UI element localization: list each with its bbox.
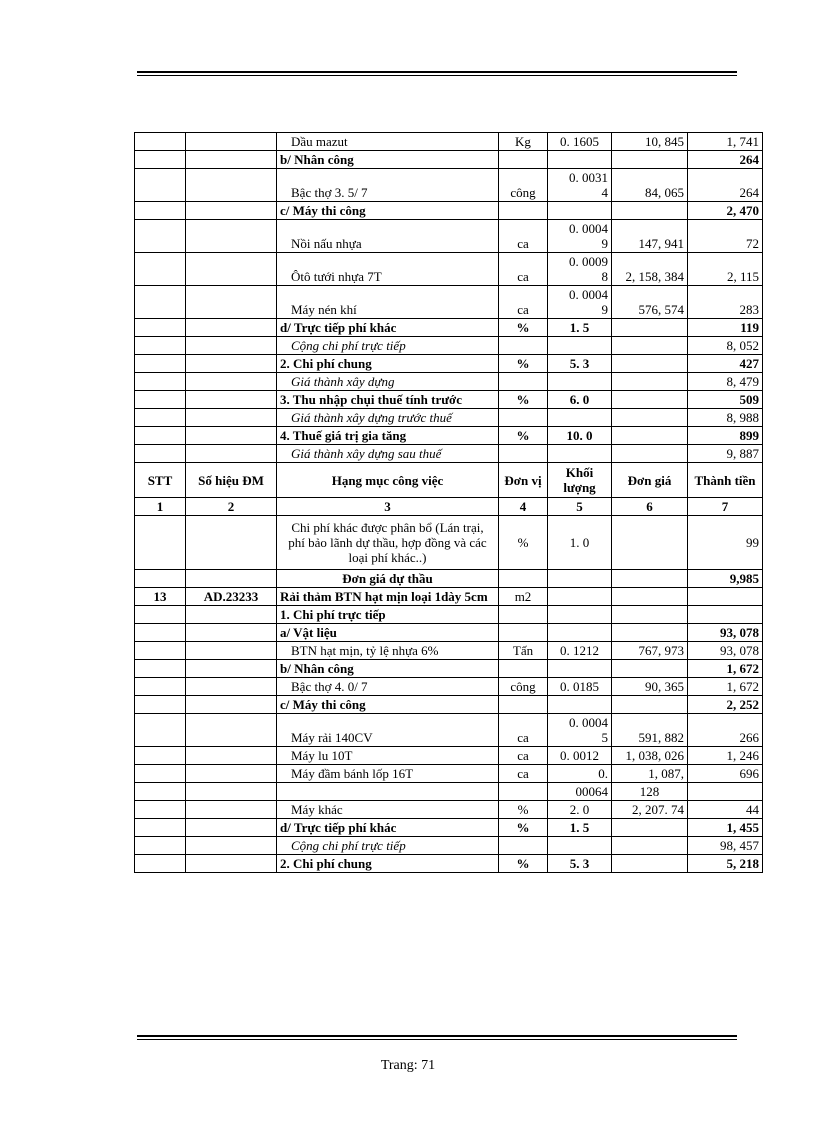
table-row: 1. Chi phí trực tiếp (135, 606, 763, 624)
col-header-unit: Đơn vị (499, 463, 548, 498)
table-row: d/ Trực tiếp phí khác % 1. 5 119 (135, 319, 763, 337)
table-row: Cộng chi phí trực tiếp 98, 457 (135, 837, 763, 855)
table-row: Chi phí khác được phân bổ (Lán trại, phí bảo lãnh dự thầu, hợp đồng và các loại phí khác..) % 1. 0 99 (135, 516, 763, 570)
table-row: Bậc thợ 3. 5/ 7 công 0. 00314 84, 065 264 (135, 169, 763, 202)
table-row: 3. Thu nhập chụi thuế tính trước % 6. 0 509 (135, 391, 763, 409)
col-header-code: Số hiệu ĐM (186, 463, 277, 498)
page-number: Trang: 71 (380, 1058, 436, 1073)
table-row: Giá thành xây dựng 8, 479 (135, 373, 763, 391)
col-header-price: Đơn giá (612, 463, 688, 498)
table-row: Cộng chi phí trực tiếp 8, 052 (135, 337, 763, 355)
header-rule-thin (137, 75, 737, 76)
table-row: 2. Chi phí chung % 5. 3 427 (135, 355, 763, 373)
table-row: BTN hạt mịn, tỷ lệ nhựa 6% Tấn 0. 1212 767, 973 93, 078 (135, 642, 763, 660)
col-header-stt: STT (135, 463, 186, 498)
header-rule (137, 71, 737, 73)
footer-rule (137, 1035, 737, 1037)
table-row: b/ Nhân công 264 (135, 151, 763, 169)
table-row: b/ Nhân công 1, 672 (135, 660, 763, 678)
table-row: 4. Thuế giá trị gia tăng % 10. 0 899 (135, 427, 763, 445)
table-row: Nồi nấu nhựa ca 0. 00049 147, 941 72 (135, 220, 763, 253)
table-row: Máy đầm bánh lốp 16T ca 0. 1, 087, 696 (135, 765, 763, 783)
table-row: Giá thành xây dựng sau thuế 9, 887 (135, 445, 763, 463)
table-row: c/ Máy thi công 2, 470 (135, 202, 763, 220)
table-row: Dầu mazut Kg 0. 1605 10, 845 1, 741 (135, 133, 763, 151)
col-header-amount: Thành tiền (688, 463, 763, 498)
table-row: Đơn giá dự thầu 9,985 (135, 570, 763, 588)
table-row: Máy khác % 2. 0 2, 207. 74 44 (135, 801, 763, 819)
column-number-row: 1 2 3 4 5 6 7 (135, 498, 763, 516)
cost-table (134, 132, 763, 873)
col-header-qty: Khối lượng (548, 463, 612, 498)
table-row: Bậc thợ 4. 0/ 7 công 0. 0185 90, 365 1, 672 (135, 678, 763, 696)
table-row: a/ Vật liệu 93, 078 (135, 624, 763, 642)
col-header-desc: Hạng mục công việc (277, 463, 499, 498)
table-row: 00064 128 (135, 783, 763, 801)
table-row: c/ Máy thi công 2, 252 (135, 696, 763, 714)
table-row: 13 AD.23233 Rải thảm BTN hạt mịn loại 1dày 5cm m2 (135, 588, 763, 606)
table-row: Ôtô tưới nhựa 7T ca 0. 00098 2, 158, 384 2, 115 (135, 253, 763, 286)
table-row: Máy nén khí ca 0. 00049 576, 574 283 (135, 286, 763, 319)
table-row: d/ Trực tiếp phí khác % 1. 5 1, 455 (135, 819, 763, 837)
table-row: Máy rải 140CV ca 0. 00045 591, 882 266 (135, 714, 763, 747)
footer-rule-thin (137, 1039, 737, 1040)
table-header (135, 463, 763, 498)
table-row: Giá thành xây dựng trước thuế 8, 988 (135, 409, 763, 427)
table-row: Máy lu 10T ca 0. 0012 1, 038, 026 1, 246 (135, 747, 763, 765)
table-row: 2. Chi phí chung % 5. 3 5, 218 (135, 855, 763, 873)
